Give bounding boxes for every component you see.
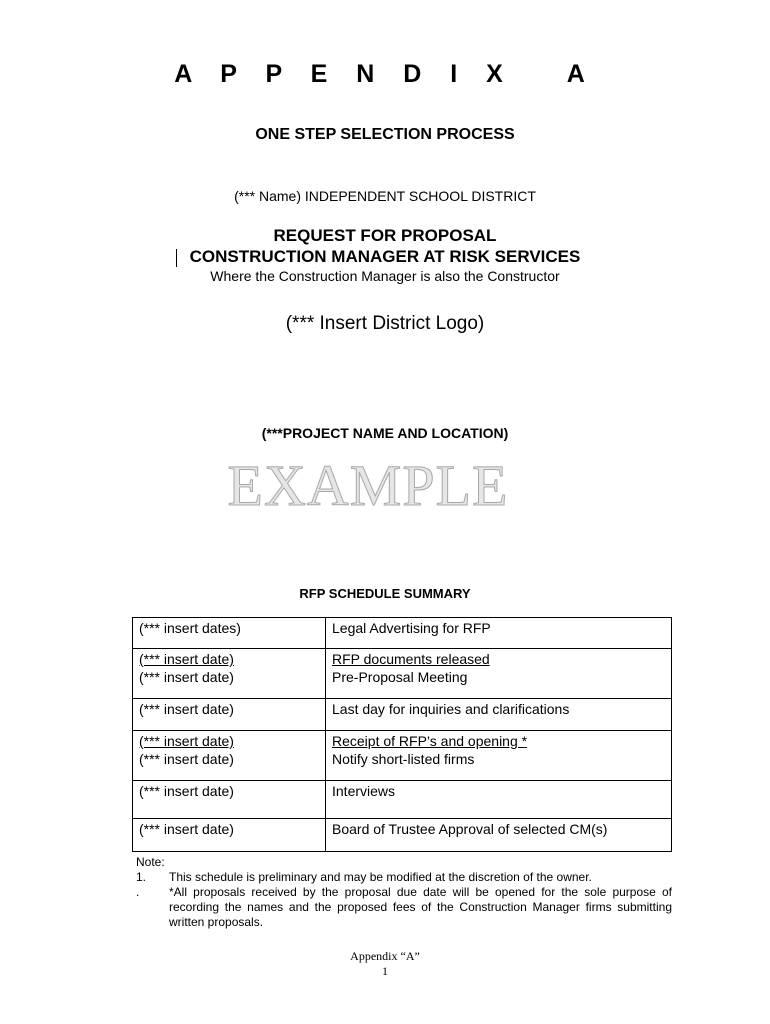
table-row [133, 649, 672, 699]
event-text: Legal Advertising for RFP [332, 620, 491, 636]
project-line: (***PROJECT NAME AND LOCATION) [261, 425, 509, 441]
date-cell [133, 618, 326, 649]
watermark: EXAMPLE [227, 453, 509, 518]
date-text: (*** insert date) [139, 751, 234, 767]
footer-label: Appendix “A” [350, 949, 420, 963]
event-cell [326, 781, 672, 819]
date-cell [133, 649, 326, 699]
event-cell [326, 731, 672, 781]
note-text: *All proposals received by the proposal due date will be opened for the sole purpose of recording the names and the proposed fees of the Construction Manager firms submitting written proposals. [169, 885, 672, 929]
event-cell [326, 649, 672, 699]
event-text: Board of Trustee Approval of selected CM(s) [332, 821, 608, 837]
note-marker: 1. [136, 870, 147, 884]
event-text: Notify short-listed firms [332, 751, 475, 767]
event-text: Receipt of RFP’s and opening * [332, 733, 528, 749]
note-text: This schedule is preliminary and may be modified at the discretion of the owner. [169, 870, 592, 884]
rfp-title: REQUEST FOR PROPOSAL [273, 226, 497, 245]
event-cell [326, 618, 672, 649]
schedule-title: RFP SCHEDULE SUMMARY [299, 586, 471, 601]
table-row [133, 731, 672, 781]
notes-label: Note: [136, 855, 165, 869]
date-text: (*** insert dates) [139, 620, 241, 636]
note-item [136, 870, 672, 885]
process-title: ONE STEP SELECTION PROCESS [255, 126, 515, 143]
note-marker: . [136, 885, 140, 899]
event-cell [326, 699, 672, 731]
date-cell [133, 731, 326, 781]
date-text: (*** insert date) [139, 669, 234, 685]
services-title: CONSTRUCTION MANAGER AT RISK SERVICES [189, 247, 581, 266]
event-text: Interviews [332, 783, 396, 799]
date-text: (*** insert date) [139, 821, 234, 837]
schedule-table [132, 617, 672, 852]
event-text: RFP documents released [332, 651, 490, 667]
date-cell [133, 781, 326, 819]
table-row [133, 819, 672, 852]
event-text: Pre-Proposal Meeting [332, 669, 468, 685]
notes [136, 855, 672, 930]
date-cell [133, 819, 326, 852]
table-row [133, 618, 672, 649]
event-text: Last day for inquiries and clarifications [332, 701, 570, 717]
subtitle: Where the Construction Manager is also the Constructor [210, 268, 560, 284]
table-row [133, 699, 672, 731]
note-item [136, 885, 672, 930]
date-text: (*** insert date) [139, 701, 234, 717]
table-row [133, 781, 672, 819]
logo-placeholder: (*** Insert District Logo) [285, 313, 485, 334]
event-cell [326, 819, 672, 852]
date-text: (*** insert date) [139, 733, 234, 749]
district-line: (*** Name) INDEPENDENT SCHOOL DISTRICT [234, 188, 536, 204]
date-cell [133, 699, 326, 731]
date-text: (*** insert date) [139, 651, 234, 667]
appendix-title: A P P E N D I X A [174, 60, 596, 88]
date-text: (*** insert date) [139, 783, 234, 799]
page-number: 1 [382, 964, 388, 978]
